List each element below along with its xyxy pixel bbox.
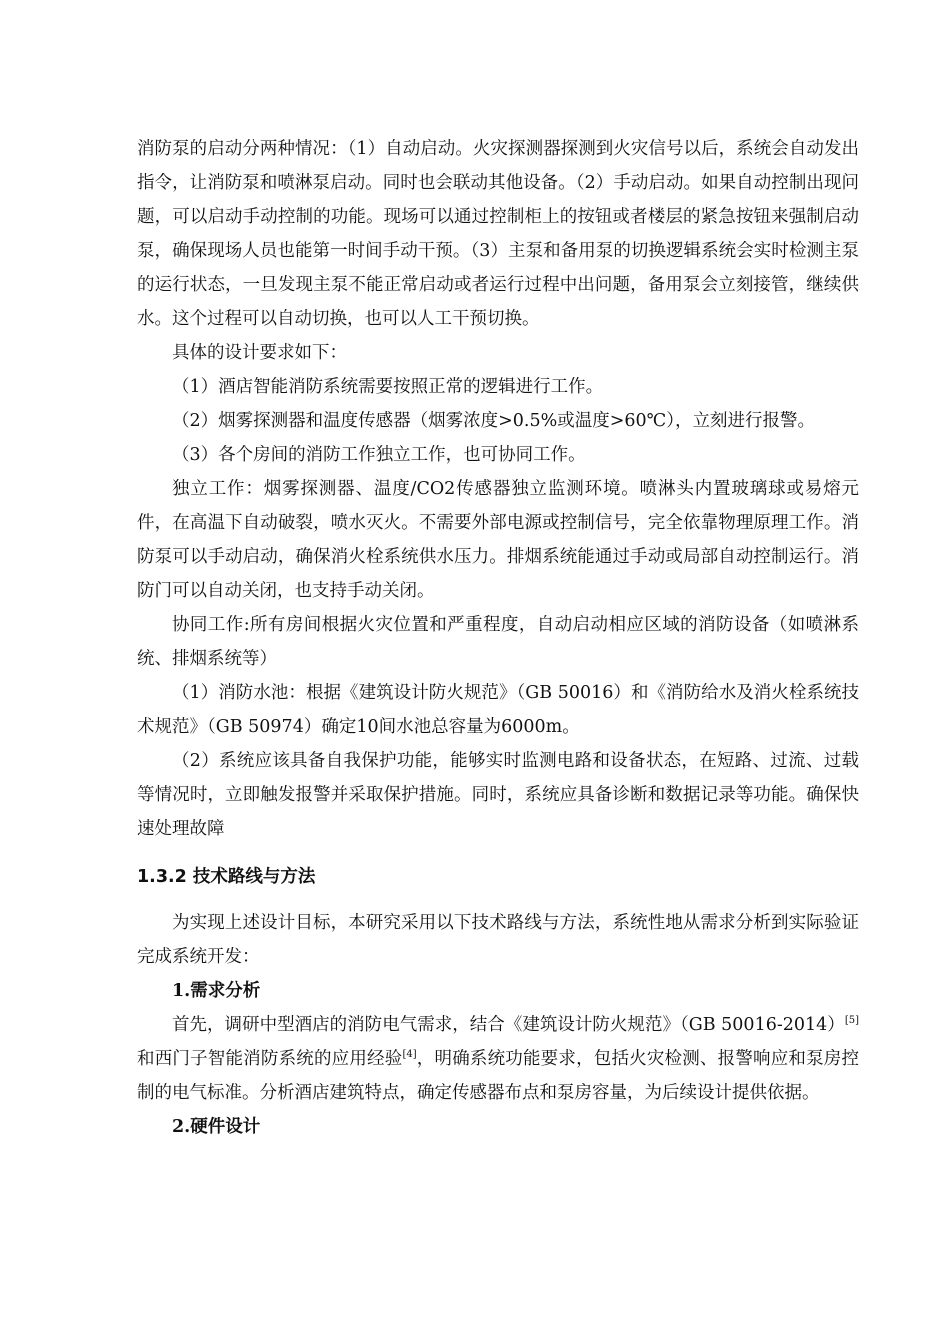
section-intro-paragraph: 为实现上述设计目标，本研究采用以下技术路线与方法，系统性地从需求分析到实际验证完成系统开发： xyxy=(137,913,859,967)
requirement-item-2: （2）烟雾探测器和温度传感器（烟雾浓度>0.5%或温度>60℃），立刻进行报警。 xyxy=(172,411,816,431)
requirements-text-part-c: ，明确系统功能要求，包括火灾检测、报警响应和泵房控制的电气标准。分析酒店建筑特点，确定传感器布点和泵房容量，为后续设计提供依据。 xyxy=(137,1049,860,1103)
cooperative-work-paragraph: 协同工作:所有房间根据火灾位置和严重程度，自动启动相应区域的消防设备（如喷淋系统、排烟系统等） xyxy=(137,615,859,669)
requirement-item-1: （1）酒店智能消防系统需要按照正常的逻辑进行工作。 xyxy=(172,377,604,397)
design-requirements-intro: 具体的设计要求如下： xyxy=(172,343,347,363)
independent-work-paragraph: 独立工作：烟雾探测器、温度/CO2传感器独立监测环境。喷淋头内置玻璃球或易熔元件，在高温下自动破裂，喷水灭火。不需要外部电源或控制信号，完全依靠物理原理工作。消防泵可以手动启动，确保消火栓系统供水压力。排烟系统能通过手动或局部自动控制运行。消防门可以自动关闭，也支持手动关闭。 xyxy=(137,479,859,601)
requirements-text-part-a: 首先，调研中型酒店的消防电气需求，结合《建筑设计防火规范》（GB 50016-2014） xyxy=(172,1015,845,1035)
self-protection-paragraph: （2）系统应该具备自我保护功能，能够实时监测电路和设备状态，在短路、过流、过载等情况时，立即触发报警并采取保护措施。同时，系统应具备诊断和数据记录等功能。确保快速处理故障 xyxy=(137,751,859,839)
document-page xyxy=(137,132,859,1144)
citation-ref-5: [5] xyxy=(844,1015,859,1027)
subsection-title-hardware: 2.硬件设计 xyxy=(172,1117,261,1137)
fire-pool-paragraph: （1）消防水池：根据《建筑设计防火规范》（GB 50016）和《消防给水及消火栓系统技术规范》（GB 50974）确定10间水池总容量为6000m。 xyxy=(137,683,859,737)
requirements-analysis-paragraph xyxy=(137,1008,859,1110)
section-heading: 1.3.2 技术路线与方法 xyxy=(137,867,316,887)
requirements-text-part-b: 和西门子智能消防系统的应用经验 xyxy=(137,1049,403,1069)
citation-ref-4: [4] xyxy=(402,1049,417,1061)
requirement-item-3: （3）各个房间的消防工作独立工作，也可协同工作。 xyxy=(172,445,586,465)
subsection-title-requirements: 1.需求分析 xyxy=(172,981,261,1001)
pump-start-paragraph: 消防泵的启动分两种情况：（1）自动启动。火灾探测器探测到火灾信号以后，系统会自动发出指令，让消防泵和喷淋泵启动。同时也会联动其他设备。（2）手动启动。如果自动控制出现问题，可以启动手动控制的功能。现场可以通过控制柜上的按钮或者楼层的紧急按钮来强制启动泵，确保现场人员也能第一时间手动干预。（3）主泵和备用泵的切换逻辑系统会实时检测主泵的运行状态，一旦发现主泵不能正常启动或者运行过程中出问题，备用泵会立刻接管，继续供水。这个过程可以自动切换，也可以人工干预切换。 xyxy=(137,139,859,329)
